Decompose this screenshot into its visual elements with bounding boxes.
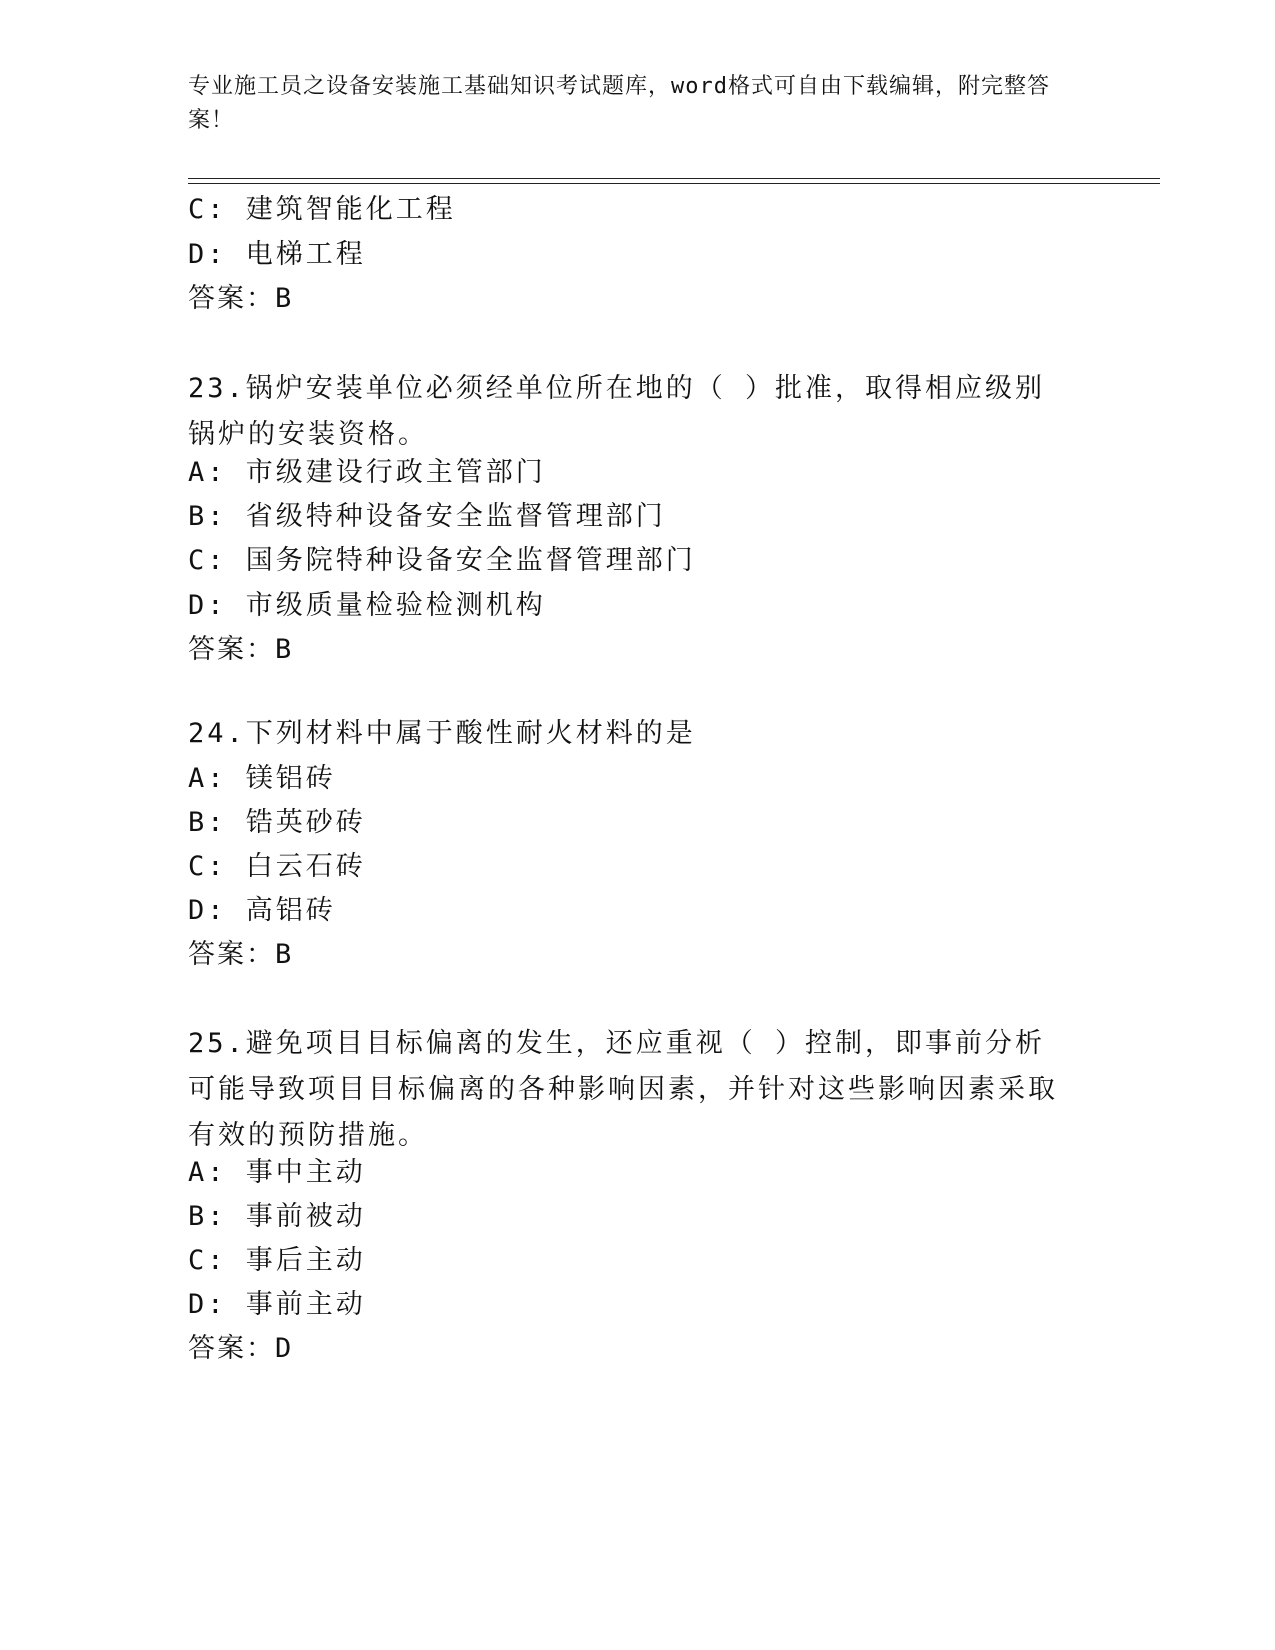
- question-25-option-c: C: 事后主动: [188, 1245, 366, 1276]
- question-23-option-b: B: 省级特种设备安全监督管理部门: [188, 501, 666, 532]
- question-23-option-c: C: 国务院特种设备安全监督管理部门: [188, 545, 696, 576]
- question-25-option-b: B: 事前被动: [188, 1201, 366, 1232]
- question-24-option-d: D: 高铝砖: [188, 895, 336, 926]
- question-24-option-a: A: 镁铝砖: [188, 763, 336, 794]
- header-divider-top: [188, 178, 1160, 179]
- option-d: D: 电梯工程: [188, 239, 366, 270]
- question-23-option-a: A: 市级建设行政主管部门: [188, 457, 546, 488]
- question-23-option-d: D: 市级质量检验检测机构: [188, 590, 546, 621]
- document-header: 专业施工员之设备安装施工基础知识考试题库，word格式可自由下载编辑，附完整答案！: [188, 74, 1050, 133]
- question-25-option-a: A: 事中主动: [188, 1157, 366, 1188]
- question-25-answer: 答案：D: [188, 1333, 294, 1364]
- question-24-answer: 答案：B: [188, 939, 294, 970]
- question-25-text: 25.避免项目目标偏离的发生，还应重视（ ）控制，即事前分析可能导致项目目标偏离的各种影响因素，并针对这些影响因素采取有效的预防措施。: [188, 1028, 1058, 1151]
- header-divider-bottom: [188, 183, 1160, 184]
- question-25-option-d: D: 事前主动: [188, 1289, 366, 1320]
- question-23-answer: 答案：B: [188, 634, 294, 665]
- option-c: C: 建筑智能化工程: [188, 194, 456, 225]
- question-23-text: 23.锅炉安装单位必须经单位所在地的（ ）批准，取得相应级别锅炉的安装资格。: [188, 373, 1046, 450]
- question-24-option-b: B: 锆英砂砖: [188, 807, 366, 838]
- answer-line: 答案：B: [188, 283, 294, 314]
- question-24-option-c: C: 白云石砖: [188, 851, 366, 882]
- question-24-text: 24.下列材料中属于酸性耐火材料的是: [188, 718, 696, 749]
